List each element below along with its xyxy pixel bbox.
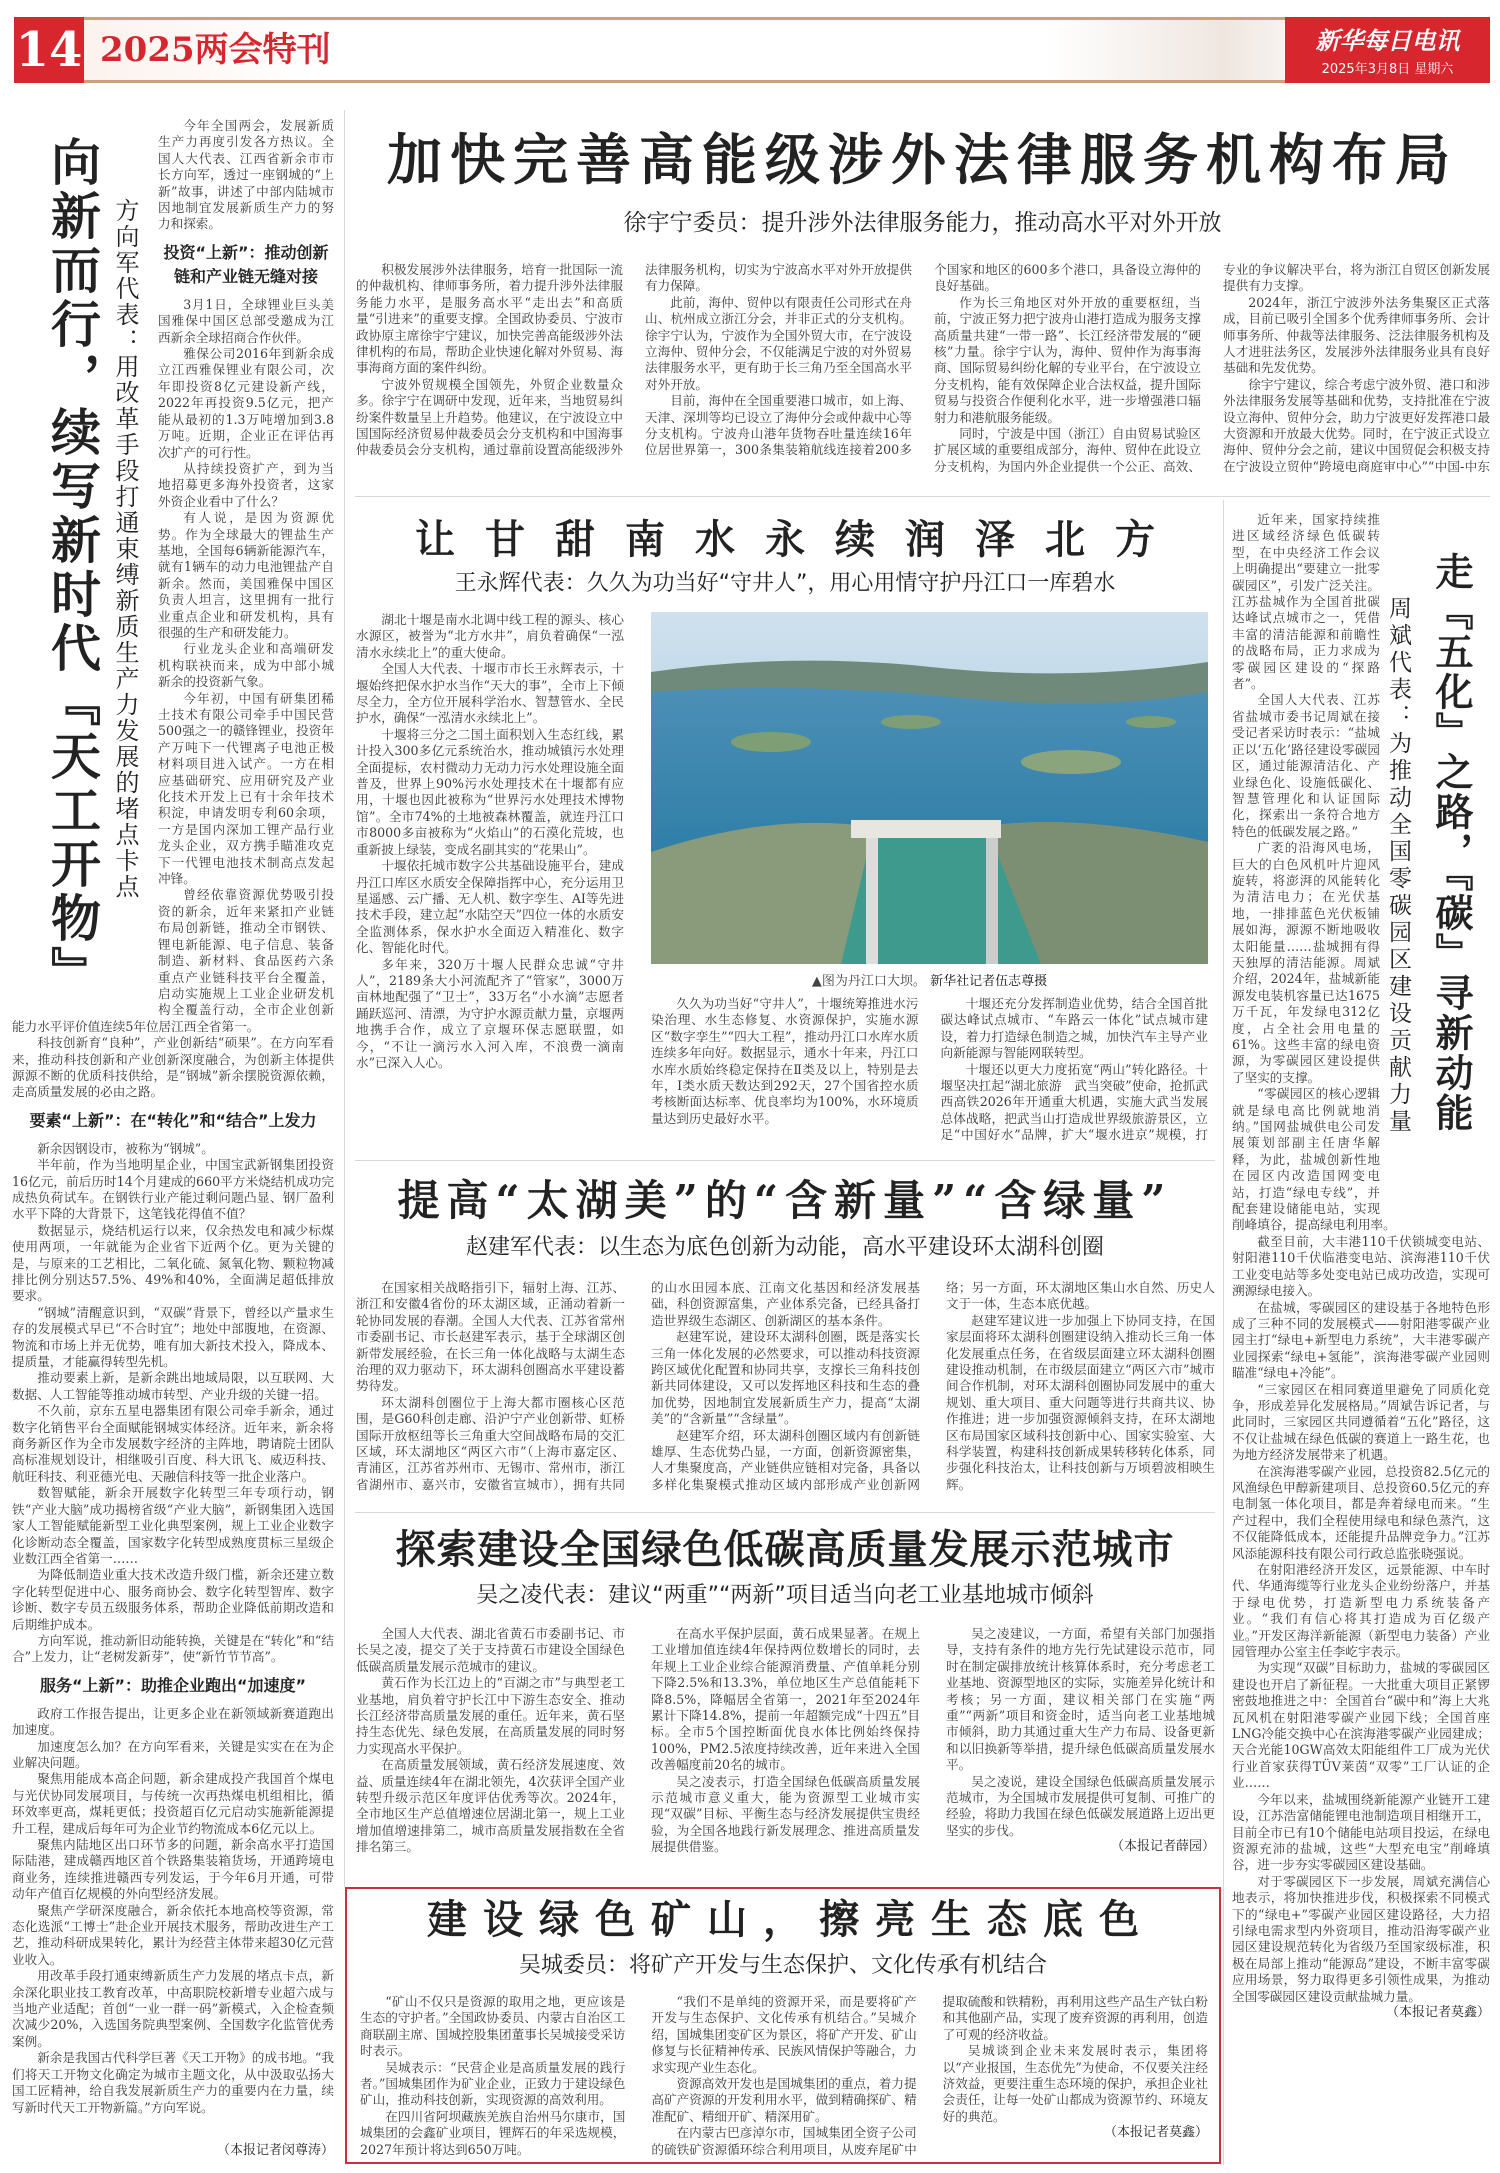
right-article-body — [1232, 512, 1490, 2164]
paragraph: 行业龙头企业和高端研发机构联袂而来，成为中部小城新余的投资新气象。 — [158, 641, 334, 690]
paragraph: 加速度怎么加？在方向军看来，关键是实实在在为企业解决问题。 — [12, 1738, 334, 1770]
paragraph: 数智赋能，新余开展数字化转型三年专项行动，钢铁“产业大脑”成功揭榜省级“产业大脑”，新钢集团入选国家人工智能赋能新型工业化典型案例，规上工业企业数字化诊断动态全覆盖，国家数字化转型成熟度贯标三星级企业数江西全省第一…… — [12, 1485, 334, 1566]
photo-credit: 新华社记者伍志尊摄 — [930, 974, 1048, 989]
byline: （本报记者莫鑫） — [1385, 2004, 1490, 2020]
paragraph: 在高质量发展领域，黄石经济发展速度、效益、质量连续4年在湖北领先，4次获评全国产业转型升级示范区年度评估优秀等次。2024年，全市地区生产总值增速位居湖北第一，规上工业增加值增速排第二，城市高质量发展指数在全省排名第三。 — [356, 1757, 625, 1855]
paragraph: “零碳园区的核心逻辑就是绿电高比例就地消纳。”国网盐城供电公司发展策划部副主任唐华解释，为此，盐城创新性地在园区内改造国网变电站，打造“绿电专线”，并配套建设储能电站，实现削峰填谷，提高绿电利用率。 — [1232, 1086, 1396, 1233]
paragraph: 黄石作为长江边上的“百湖之市”与典型老工业基地，肩负着守护长江中下游生态安全、推动长江经济带高质量发展的重任。近年来，黄石坚持生态优先、绿色发展，在高质量发展的同时努力实现高水平保护。 — [356, 1675, 625, 1756]
article5-subhead: 吴城委员：将矿产开发与生态保护、文化传承有机结合 — [518, 1953, 1047, 1978]
paragraph: 赵建军建议进一步加强上下协同支持，在国家层面将环太湖科创圈建设纳入推动长三角一体化发展重点任务，在省级层面建立环太湖科创圈建设推动机制，在市级层面建立“两区六市”城市间合作机制，对环太湖科创圈协同发展中的重大规划、重大项目、重大问题等进行共商共议、协作推进；进一步加强资源倾斜支持，在环太湖地区布局国家区域科技创新中心、国家实验室、大科学装置，构建科技创新成果转移转化体系，同步强化科技治太，让科技创新与万顷碧波相映生辉。 — [946, 1312, 1215, 1492]
paragraph: 为降低制造业重大技术改造升级门槛，新余还建立数字化转型促进中心、服务商协会、数字化转型智库、数字诊断、数字专员五级服务体系，帮助企业降低前期改造和后期维护成本。 — [12, 1567, 334, 1632]
dam-photo-image — [651, 612, 1208, 964]
article3-body — [356, 1280, 1215, 1495]
paragraph: “我们不是单纯的资源开采，而是要将矿产开发与生态保护、文化传承有机结合。”吴城介绍，国城集团变矿区为景区，将矿产开发、矿山修复与长征精神传承、民族风情保护等融合，力求实现产业生态化。 — [651, 1994, 917, 2075]
paragraph: 多年来，320万十堰人民群众忠诚“守井人”，2189条大小河流配齐了“管家”，3000万亩林地配强了“卫士”，33万名“小水滴”志愿者踊跃巡河、清漂，为守护水源贡献力量，京堰两地携手合作，成立了京堰环保志愿联盟，如今，“不让一滴污水入河入库，不浪费一滴南水”已深入人心。 — [356, 956, 624, 1070]
article3-subhead: 赵建军代表：以生态为底色创新为动能，高水平建设环太湖科创圈 — [465, 1235, 1104, 1260]
paragraph: 今年初，中国有研集团稀土技术有限公司牵手中国民营500强之一的赣锋锂业，投资年产万吨下一代锂离子电池正极材料项目进入试产。一方在相应基础研究、应用研究及产业化技术开发上已有十余年技术积淀，申请发明专利60余项，一方是国内深加工锂产品行业龙头企业，双方携手瞄准攻克下一代锂电池技术制高点发起冲锋。 — [158, 690, 334, 887]
section-divider — [355, 496, 1490, 497]
article1-body — [356, 262, 1490, 488]
right-article-subhead: 周斌代表：为推动全国零碳园区建设贡献力量 — [1385, 596, 1411, 1136]
paragraph: 在射阳港经济开发区，远景能源、中车时代、华通海缆等行业龙头企业纷纷落户，并基于绿电优势，打造新型电力系统装备产业。“我们有信心将其打造成为百亿级产业。”开发区海洋新能源（新型电力装备）产业园管理办公室主任李屹宇表示。 — [1232, 1562, 1490, 1660]
paragraph: 用改革手段打通束缚新质生产力发展的堵点卡点，新余深化职业技工教育改革，中高职院校新增专业超六成与当地产业适配；首创“一业一群一码”新模式，入企检查频次减少20%，入选国务院典型案例、全国数字化监管优秀案例。 — [12, 1968, 334, 2049]
page-number: 14 — [14, 17, 84, 83]
section-heading: 投资“上新”：推动创新链和产业链无缝对接 — [163, 242, 329, 286]
paragraph: 十堰依托城市数字公共基础设施平台，建成丹江口库区水质安全保障指挥中心，充分运用卫星遥感、云广播、无人机、数字孪生、AI等先进技术手段，建立起“水陆空天”四位一体的水质安全监测体系，保水护水全面迈入精准化、数字化、智能化时代。 — [356, 858, 624, 956]
article2-body-bottom — [651, 996, 1208, 1148]
paragraph: 同时，宁波是中国（浙江）自由贸易试验区扩展区域的重要组成部分，海仲、贸仲在此设立分支机构，为国内外企业提供一个公正、高效、专业的争议解决平台，将为浙江自贸区创新发展提供有力支撑。 — [934, 262, 1490, 474]
article5-body — [360, 1994, 1208, 2160]
paragraph: 今年以来，盐城围绕新能源产业链开工建设，江苏浩富储能锂电池制造项目相继开工，目前全市已有10个储能电站项目投运，在绿电资源充沛的盐城，这些“大型充电宝”削峰填谷，进一步夯实零碳园区建设基础。 — [1232, 1791, 1490, 1873]
paragraph: 吴之凌说，建设全国绿色低碳高质量发展示范城市，为全国城市发展提供可复制、可推广的经验，将助力我国在绿色低碳发展道路上迈出更坚实的步伐。 — [946, 1773, 1215, 1838]
headline-spacer — [12, 118, 158, 1010]
paragraph: 新余因钢设市，被称为“钢城”。 — [37, 1140, 214, 1156]
paragraph: 吴城谈到企业未来发展时表示，集团将以“产业报国，生态优先”为使命，不仅要关注经济效益，更要注重生态环境的保护，承担企业社会责任，让每一处矿山都成为资源节约、环境友好的典范。 — [942, 2043, 1208, 2124]
paragraph: 吴城表示：“民营企业是高质量发展的践行者。”国城集团作为矿业企业，正致力于建设绿色矿山，推动科技创新，实现资源的高效利用。 — [360, 2059, 626, 2108]
paragraph: 近年来，国家持续推进区域经济绿色低碳转型，在中央经济工作会议上明确提出“要建立一批零碳园区”，引发广泛关注。江苏盐城作为全国首批碳达峰试点城市之一，凭借丰富的清洁能源和前瞻性的战略布局，正力求成为零碳园区建设的“探路者”。 — [1232, 512, 1380, 692]
paragraph: 在四川省阿坝藏族羌族自治州马尔康市，国城集团的会鑫矿业项目，锂辉石的年采选规模，2027年预计将达到650万吨。 — [360, 2108, 626, 2157]
paragraph: 吴之凌表示，打造全国绿色低碳高质量发展示范城市意义重大，能为资源型工业城市实现“双碳”目标、平衡生态与经济发展提供宝贵经验，为全国各地践行新发展理念、推进高质量发展提供借鉴。 — [651, 1773, 920, 1855]
article4-headline: 探索建设全国绿色低碳高质量发展示范城市 — [395, 1526, 1175, 1573]
paragraph: 从持续投资扩产，到为当地招募更多海外投资者，这家外资企业看中了什么？ — [158, 460, 334, 509]
paragraph: 湖北十堰是南水北调中线工程的源头、核心水源区，被誉为“北方水井”，肩负着确保“一泓清水永续北上”的重大使命。 — [356, 612, 624, 660]
photo-caption — [651, 970, 1208, 989]
edition-title: 2025两会特刊 — [100, 30, 331, 70]
paragraph: 数据显示，烧结机运行以来，仅余热发电和减少标煤使用两项，一年就能为企业省下近两个亿。更为关键的是，与原来的工艺相比，二氧化硫、氮氧化物、颗粒物减排比例分别达57.5%、49%和40%，全面满足超低排放要求。 — [12, 1222, 334, 1304]
paragraph: 在滨海港零碳产业园，总投资82.5亿元的风渔绿色甲醇新建项目、总投资60.5亿元的弃电制氢一体化项目，都是奔着绿电而来。“生产过程中，我们全程使用绿电和绿色蒸汽，这不仅能降低成本，还能提升品牌竞争力。”江苏风添能源科技有限公司行政总监张晓强说。 — [1232, 1463, 1490, 1561]
masthead — [1285, 17, 1490, 83]
paragraph: 在国家相关战略指引下，辐射上海、江苏、浙江和安徽4省份的环太湖区域，正涌动着新一轮协同发展的春潮。全国人大代表、江苏省常州市委副书记、市长赵建军表示，基于全球湖区创新带发展经验，在长三角一体化战略与太湖生态治理的双力驱动下，环太湖科创圈高水平建设蓄势待发。 — [356, 1280, 625, 1394]
paragraph: 有人说，是因为资源优势。作为全球最大的锂盐生产基地，全国每6辆新能源汽车，就有1辆车的动力电池锂盐产自新余。然而，美国雅保中国区负责人坦言，这里拥有一批行业重点企业和研发机构，具有很强的生产和研发能力。 — [158, 510, 334, 640]
byline: （本报记者薛园） — [1110, 1839, 1215, 1855]
left-article-subhead: 方向军代表：用改革手段打通束缚新质生产力发展的堵点卡点 — [111, 198, 139, 900]
paragraph: 赵建军介绍，环太湖科创圈区域内有创新链雄厚、生态优势凸显，一方面，创新资源密集，人才集聚度高，产业链供应链相对完备，具备以多样化集聚模式推动区域内部形成产业创新网络；另一方面，环太湖地区集山水自然、历史人文于一体，生态本底优越。 — [651, 1280, 1215, 1492]
paragraph: 2024年，浙江宁波涉外法务集聚区正式落成，目前已吸引全国多个优秀律师事务所、会计师事务所、仲裁等法律服务、泛法律服务机构及人才进驻法务区，发展涉外法律服务业具有良好基础和先发优势。 — [1223, 294, 1490, 376]
left-article-body — [12, 118, 334, 2140]
paragraph: 十堰还以更大力度拓宽“两山”转化路径。十堰坚决扛起“湖北旅游 武当突破”使命，抢抓武西高铁2026年开通重大机遇，实施大武当发展总体战略，把武当山打造成世界级旅游景区，立足“中国好水”品牌，扩大“堰水进京”规模，打 — [940, 1061, 1208, 1143]
paragraph: 聚焦内陆地区出口环节多的问题，新余高水平打造国际陆港，建成赣西地区首个铁路集装箱货场，开通跨境电商业务，连续推进赣西专列发运，于今年6月开通，可带动年产值百亿规模的外向型经济发展。 — [12, 1837, 334, 1902]
section-divider — [355, 1512, 1215, 1513]
section-divider — [355, 1160, 1215, 1161]
paragraph: 久久为功当好“守井人”，十堰统筹推进水污染治理、水生态修复、水资源保护，实施水源区“数字孪生”“四大工程”，推动丹江口水库水质连续多年向好。数据显示，通水十年来，丹江口水库水质始终稳定保持在Ⅱ类及以上，特别是去年，Ⅰ类水质天数达到292天，27个国省控水质考核断面达标率、优良率均为100%，水环境质量达到历史最好水平。 — [651, 996, 919, 1126]
section-heading: 服务“上新”：助推企业跑出“加速度” — [39, 1675, 307, 1695]
paragraph: “矿山不仅只是资源的取用之地，更应该是生态的守护者。”全国政协委员、内蒙古自治区工商联副主席、国城控股集团董事长吴城接受采访时表示。 — [360, 1994, 626, 2059]
paragraph: 为实现“双碳”目标助力，盐城的零碳园区建设也开启了新征程。一大批重大项目正紧锣密鼓地推进之中：全国首台“碳中和”海上大兆瓦风机在射阳港零碳产业园下线；全国首座LNG冷能交换中心在滨海港零碳产业园建成；天合光能10GW高效太阳能组件工厂成为光伏行业首家获得TÜV莱茵“双零”工厂认证的企业…… — [1232, 1660, 1490, 1791]
paragraph: 宁波外贸规模全国领先，外贸企业数量众多。徐宇宁在调研中发现，近年来，当地贸易纠纷案件数量呈上升趋势。他建议，在宁波设立中国国际经济贸易仲裁委员会分支机构和中国海事仲裁委员会分支机构，通过靠前设置高能级涉外法律服务机构，切实为宁波高水平对外开放提供有力保障。 — [356, 262, 912, 458]
column-divider — [344, 110, 345, 1887]
photo-caption-text: ▲图为丹江口大坝。 — [811, 974, 926, 989]
paragraph: 3月1日，全球锂业巨头美国雅保中国区总部受邀成为江西新余全球招商合作伙伴。 — [158, 296, 334, 345]
paragraph: 在高水平保护层面，黄石成果显著。在规上工业增加值连续4年保持两位数增长的同时，去年规上工业企业综合能源消费量、产值单耗分别下降2.5%和13.3%，单位地区生产总值能耗下降8.5%，降幅居全省第一，2021年至2024年累计下降14.8%，提前一年超额完成“十四五”目标。全市5个国控断面优良水体比例始终保持100%，PM2.5浓度持续改善，近年来进入全国改善幅度前20名的城市。 — [651, 1626, 920, 1773]
paragraph: 政府工作报告提出，让更多企业在新领域新赛道跑出加速度。 — [12, 1705, 334, 1738]
dam-photo — [651, 612, 1208, 964]
paragraph: “三家园区在相同赛道里避免了同质化竞争，形成差异化发展格局。”周斌告诉记者，与此同时，三家园区共同遵循着“五化”路径，这不仅让盐城在绿色低碳的赛道上一路生花，也为地方经济发展带来了机遇。 — [1232, 1381, 1490, 1463]
paragraph: “钢城”清醒意识到，“双碳”背景下，曾经以产量求生存的发展模式早已“不合时宜”；地处中部腹地，在资源、物流和市场上并无优势，唯有加大新技术投入，降成本、提质量，才能赢得转型先机。 — [12, 1304, 334, 1370]
issue-date: 2025年3月8日 星期六 — [1321, 62, 1454, 77]
paragraph: 积极发展涉外法律服务，培育一批国际一流的仲裁机构、律师事务所，着力提升涉外法律服务能力水平，是服务高水平“走出去”和高质量“引进来”的重要支撑。全国政协委员、宁波市政协原主席徐宇宁建议，加快完善高能级涉外法律机构的布局，帮助企业快速化解对外贸易、海事海商方面的案件纠纷。 — [356, 262, 623, 376]
paragraph: 截至目前，大丰港110千伏锁城变电站、射阳港110千伏临港变电站、滨海港110千伏工业变电站等多处变电站已成功改造，实现可溯源绿电接入。 — [1232, 1233, 1490, 1299]
article2-body-left — [356, 612, 624, 1145]
paragraph: 此前，海仲、贸仲以有限责任公司形式在舟山、杭州成立浙江分会，并非正式的分支机构。徐宇宁认为，宁波作为全国外贸大市，在宁波设立海仲、贸仲分会，不仅能满足宁波的对外贸易法律服务水平，更有助于长三角乃至全国高水平对外开放。 — [645, 294, 912, 392]
article4-body — [356, 1626, 1215, 1858]
paragraph: 目前，海仲在全国重要港口城市，如上海、天津、深圳等均已设立了海仲分会或仲裁中心等分支机构。宁波舟山港年货物吞吐量连续16年位居世界第一，300条集装箱航线连接着200多个国家和地区的600多个港口，具备设立海仲的良好基础。 — [645, 262, 1201, 458]
paragraph: 赵建军说，建设环太湖科创圈，既是落实长三角一体化发展的必然要求，可以推动科技资源跨区域优化配置和协同共享，支撑长三角科技创新共同体建设，又可以发挥地区科技和生态的叠加优势，因地制宜发展新质生产力，提高“太湖美”的“含新量”“含绿量”。 — [651, 1329, 920, 1427]
article1-subhead: 徐宇宁委员：提升涉外法律服务能力，推动高水平对外开放 — [623, 210, 1222, 236]
paragraph: 作为长三角地区对外开放的重要枢纽，当前，宁波正努力把宁波舟山港打造成为服务支撑高质量共建“一带一路”、长江经济带发展的“硬核”力量。徐宇宁认为，海仲、贸仲作为海事海商、国际贸易纠纷化解的专业平台，在宁波设立分支机构，能有效保障企业合法权益，提升国际贸易与投资合作便利化水平，进一步增强港口辐射力和港航服务能级。 — [934, 294, 1201, 425]
paragraph: 科技创新育“良种”，产业创新结“硕果”。在方向军看来，推动科技创新和产业创新深度融合，为创新主体提供源源不断的优质科技供给，是“钢城”新余摆脱资源依赖，走高质量发展的必由之路。 — [12, 1035, 334, 1100]
paragraph: 对于零碳园区下一步发展，周斌充满信心地表示，将加快推进步伐，积极探索不同模式下的“绿电+”零碳产业园区建设路径，大力招引绿电需求型内外资项目，推动沿海零碳产业园区建设规范转化为省级乃至国家级标准，积极在局部上推动“能源岛”建设，不断丰富零碳应用场景，努力取得更多引领性成果，为推动全国零碳园区建设贡献盐城力量。 — [1232, 1873, 1490, 2004]
article1-headline: 加快完善高能级涉外法律服务机构布局 — [386, 127, 1458, 192]
paragraph: 全国人大代表、江苏省盐城市委书记周斌在接受记者采访时表示：“盐城正以‘五化’路径建设零碳园区，通过能源清洁化、产业绿色化、设施低碳化、智慧管理化和认证国际化，探索出一条符合地方特色的低碳发展之路。” — [1232, 692, 1380, 839]
left-article-byline: （本报记者闵尊涛） — [216, 2143, 334, 2158]
masthead-logo: 新华每日电讯 — [1315, 26, 1460, 55]
paragraph: 半年前，作为当地明星企业，中国宝武新钢集团投资16亿元，前后历时14个月建成的660平方米烧结机成功完成热负荷试车。在钢铁行业产能过剩问题凸显、钢厂盈利水平下降的大背景下，这笔钱花得值不值？ — [12, 1157, 334, 1222]
article4-subhead: 吴之凌代表：建议“两重”“两新”项目适当向老工业基地城市倾斜 — [476, 1583, 1094, 1608]
article2-subhead: 王永辉代表：久久为功当好“守井人”，用心用情守护丹江口一库碧水 — [454, 571, 1116, 596]
paragraph: 方向军说，推动新旧动能转换，关键是在“转化”和“结合”上发力，让“老树发新芽”，使“新竹节节高”。 — [12, 1632, 334, 1665]
paragraph: 曾经依靠资源优势吸引投资的新余，近年来紧扣产业链布局创新链，推动全市钢铁、锂电新能源、电子信息、装备制造、新材料、食品医药六条重点产业链科技平台全覆盖，启动实施规上工业企业研发机构全覆盖行动，全市企业创新能力水平评价值连续5年位居江西全省第一。 — [12, 887, 334, 1034]
paragraph: 资源高效开发也是国城集团的重点，着力提高矿产资源的开发利用水平，做到精确探矿、精准配矿、精细开矿、精深用矿。 — [651, 2076, 917, 2124]
paragraph: 新余是我国古代科学巨著《天工开物》的成书地。“我们将天工开物文化确定为城市主题文化，从中汲取弘扬大国工匠精神，给自我发展新质生产力的重要内在力量，续写新时代天工开物新篇。”方向军说。 — [12, 2050, 334, 2115]
right-article-headline: 走『五化』之路，『碳』寻新动能 — [1429, 552, 1474, 1133]
paragraph: 聚焦产学研深度融合，新余依托本地高校等资源，常态化选派“工博士”赴企业开展技术服务，帮助改进生产工艺，推动科研成果转化，累计为经营主体带来超30亿元营业收入。 — [12, 1902, 334, 1967]
paragraph: 聚焦用能成本高企问题，新余建成投产我国首个煤电与光伏协同发展项目，与传统一次再热煤电机组相比，循环效率更高，煤耗更低；投资超百亿元启动实施新能源提升工程，建成后每年可为企业节约物流成本6亿元以上。 — [12, 1771, 334, 1836]
paragraph: 十堰将三分之二国土面积划入生态红线，累计投入300多亿元系统治水，推动城镇污水处理全面提标，农村微动力无动力污水处理设施全面普及，世界上90%污水处理技术在十堰都有应用，十堰也因此被称为“世界污水处理技术博物馆”。全市74%的土地被森林覆盖，就连丹江口市8000多亩被称为“火焰山”的石漠化荒坡，也重新披上绿装，变成名副其实的“花果山”。 — [356, 726, 624, 857]
paragraph: 全国人大代表、十堰市市长王永辉表示，十堰始终把保水护水当作“天大的事”，全市上下倾尽全力，全方位开展科学治水、智慧管水、全民护水，确保“一泓清水永续北上”。 — [356, 661, 624, 726]
paragraph: 广袤的沿海风电场，巨大的白色风机叶片迎风旋转，将澎湃的风能转化为清洁电力；在光伏基地，一排排蓝色光伏板铺展如海，源源不断地吸收太阳能量……盐城拥有得天独厚的清洁能源。周斌介绍，2024年，盐城新能源发电装机容量已达1675万千瓦，年发绿电312亿度，占全社会用电量的61%。这些丰富的绿电资源，为零碳园区建设提供了坚实的支撑。 — [1232, 840, 1380, 1085]
paragraph: 在盐城，零碳园区的建设基于各地特色形成了三种不同的发展模式——射阳港零碳产业园主打“绿电+新型电力系统”，大丰港零碳产业园探索“绿电+氢能”，滨海港零碳产业园则瞄准“绿电+冷能”。 — [1232, 1299, 1490, 1381]
paragraph: 徐宇宁建议，综合考虑宁波外贸、港口和涉外法律服务发展等基础和优势，支持批准在宁波设立海仲、贸仲分会，助力宁波更好发挥港口最大资源和开放最大优势。同时，在宁波正式设立海仲、贸仲分会之前，建议中国贸促会积极支持在宁波设立贸仲“跨境电商庭审中心”“中国-中东 — [1223, 376, 1490, 474]
paragraph: 今年全国两会，发展新质生产力再度引发各方热议。全国人大代表、江西省新余市市长方向军，透过一座钢城的“上新”故事，讲述了中部内陆城市因地制宜发展新质生产力的努力和探索。 — [158, 118, 334, 232]
left-article-headline: 向新而行，续写新时代『天工开物』 — [43, 136, 102, 1000]
paragraph: 全国人大代表、湖北省黄石市委副书记、市长吴之凌，提交了关于支持黄石市建设全国绿色低碳高质量发展示范城市的建议。 — [356, 1626, 625, 1674]
paragraph: 在内蒙古巴彦淖尔市，国城集团全资子公司的硫铁矿资源循环综合利用项目，从废弃尾矿中提取硫酸和铁精粉，再利用这些产品生产钛白粉和其他副产品，实现了废弃资源的再利用，创造了可观的经济收益。 — [651, 1994, 1208, 2157]
article2-headline: 让甘甜南水永续润泽北方 — [415, 516, 1185, 563]
paragraph: 十堰还充分发挥制造业优势，结合全国首批碳达峰试点城市、“车路云一体化”试点城市建设，着力打造绿色制造之城，加快汽车主导产业向新能源与智能网联转型。 — [940, 996, 1208, 1061]
section-heading: 要素“上新”：在“转化”和“结合”上发力 — [29, 1110, 317, 1130]
article5-headline: 建设绿色矿山，擦亮生态底色 — [427, 1896, 1155, 1943]
paragraph: 环太湖科创圈位于上海大都市圈核心区范围，是G60科创走廊、沿沪宁产业创新带、虹桥国际开放枢纽等长三角重大空间战略布局的交汇区域，环太湖地区“两区六市”（上海市嘉定区、青浦区，江苏省苏州市、无锡市、常州市，浙江省湖州市、嘉兴市，安徽省宣城市），拥有共同的山水田园本底、江南文化基因和经济发展基础，科创资源富集，产业体系完备，已经具备打造世界级生态湖区、创新湖区的基本条件。 — [356, 1280, 920, 1492]
paragraph: 吴之凌建议，一方面，希望有关部门加强指导，支持有条件的地方先行先试建设示范市，同时在制定碳排放统计核算体系时，充分考虑老工业基地、资源型地区的实际，实施差异化统计和考核；另一方面，建议相关部门在实施“两重”“两新”项目和资金时，适当向老工业基地城市倾斜，助力其通过重大生产力布局、设备更新和以旧换新等举措，提升绿色低碳高质量发展水平。 — [946, 1626, 1215, 1773]
headline-spacer — [1380, 512, 1490, 1212]
byline: （本报记者莫鑫） — [1103, 2125, 1208, 2141]
paragraph: 不久前，京东五星电器集团有限公司牵手新余，通过数字化销售平台全面赋能钢城实体经济。近年来，新余将商务新区作为全市发展数字经济的主阵地，聘请院士团队高标准规划设计，相继吸引百度、科大讯飞、威迈科技、航旺科技、利亚德光电、天融信科技等一批企业落户。 — [12, 1403, 334, 1484]
column-divider — [1223, 500, 1224, 2165]
article3-headline: 提高“太湖美”的“含新量”“含绿量” — [397, 1176, 1173, 1225]
paragraph: 雅保公司2016年到新余成立江西雅保锂业有限公司，次年即投资8亿元建设新产线，2022年再投资9.5亿元，把产能从最初的1.3万吨增加到3.8万吨。近期，企业正在评估再次扩产的可行性。 — [158, 346, 334, 460]
paragraph: 推动要素上新，是新余跳出地域局限，以互联网、大数据、人工智能等推动城市转型、产业升级的关键一招。 — [12, 1370, 334, 1402]
